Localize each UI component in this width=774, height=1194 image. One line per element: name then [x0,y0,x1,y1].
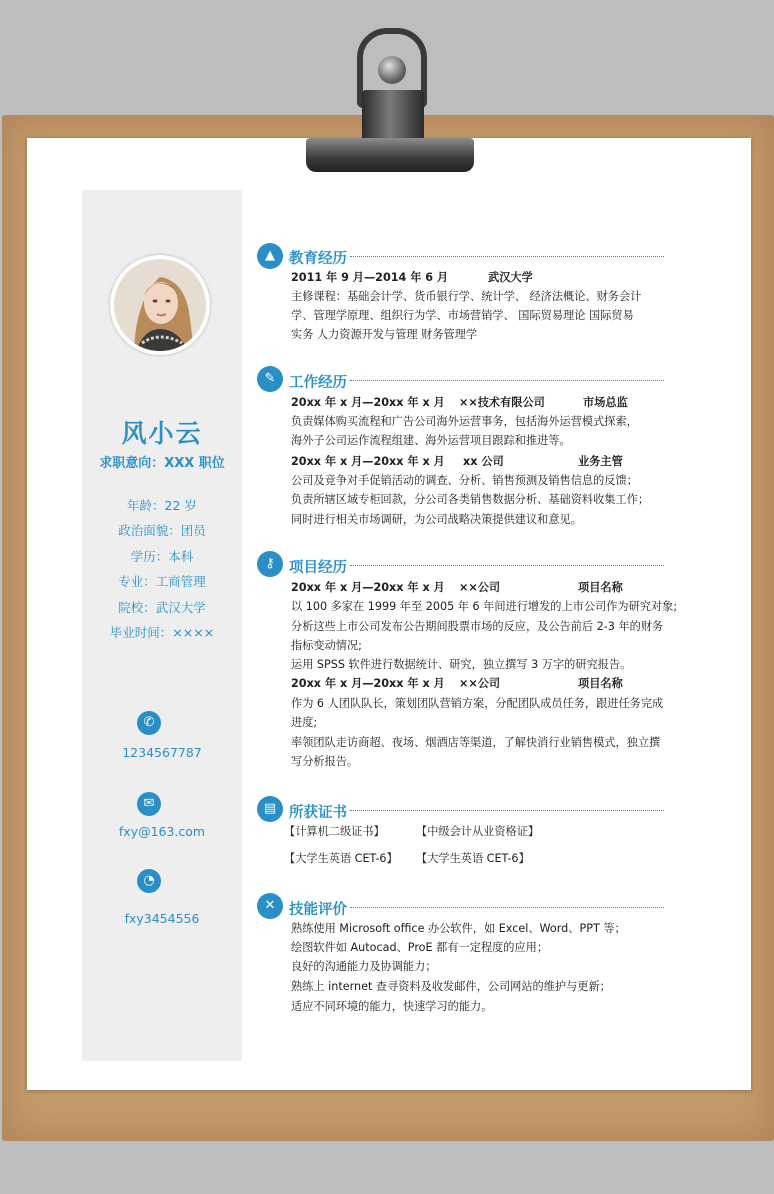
work-period: 20xx 年 x 月—20xx 年 x 月 [291,455,445,468]
clip-base [306,138,474,172]
clip-bolt-icon [378,56,406,84]
project-line: 运用 SPSS 软件进行数据统计、研究，独立撰写 3 万字的研究报告。 [291,658,632,671]
work-company: ××技术有限公司 [459,396,545,409]
work-line: 负责所辖区域专柜回款，分公司各类销售数据分析、基础资料收集工作； [291,493,650,506]
skill-line: 熟练使用 Microsoft office 办公软件，如 Excel、Word、PPT 等； [291,922,626,935]
project-period: 20xx 年 x 月—20xx 年 x 月 [291,677,445,690]
info-degree: 学历：本科 [130,549,194,564]
skill-line: 良好的沟通能力及协调能力； [291,960,437,973]
info-political: 政治面貌：团员 [118,523,206,538]
education-line: 学、管理学原理、组织行为学、市场营销学、 国际贸易理论 国际贸易 [291,309,634,322]
clip-body [362,90,424,142]
section-divider [350,565,664,566]
skill-line: 适应不同环境的能力，快速学习的能力。 [291,1000,493,1013]
phone-number: 1234567787 [122,745,202,760]
section-title-projects: 项目经历 [289,560,347,576]
cert-item: 【中级会计从业资格证】 [416,825,540,838]
project-period: 20xx 年 x 月—20xx 年 x 月 [291,581,445,594]
skill-line: 熟练上 internet 查寻资料及收发邮件，公司网站的维护与更新； [291,980,611,993]
project-line: 分析这些上市公司发布公告期间股票市场的反应，及公告前后 2-3 年的财务 [291,620,664,633]
section-title-skills: 技能评价 [289,902,347,918]
wechat-icon: ◔ [137,869,161,893]
section-divider [350,907,664,908]
avatar-photo [114,259,206,351]
education-period: 2011 年 9 月—2014 年 6 月 [291,271,449,284]
work-line: 负责媒体购买流程和广告公司海外运营事务，包括海外运营模式探索， [291,415,638,428]
education-line: 实务 人力资源开发与管理 财务管理学 [291,328,478,341]
cert-item: 【大学生英语 CET-6】 [416,852,530,865]
phone-icon: ✆ [137,711,161,735]
project-line: 率领团队走访商超、夜场、烟酒店等渠道，了解快消行业销售模式，独立撰 [291,736,661,749]
skill-line: 绘图软件如 Autocad、ProE 都有一定程度的应用； [291,941,549,954]
wechat-id: fxy3454556 [124,911,200,926]
section-divider [350,256,664,257]
project-company: ××公司 [459,581,501,594]
education-school: 武汉大学 [488,271,533,284]
project-line: 作为 6 人团队队长，策划团队营销方案，分配团队成员任务，跟进任务完成 [291,697,664,710]
project-line: 以 100 多家在 1999 年至 2005 年 6 年间进行增发的上市公司作为研究对象; [291,600,678,613]
cert-item: 【大学生英语 CET-6】 [284,852,398,865]
info-graduation: 毕业时间：×××× [109,625,215,640]
mail-icon: ✉ [137,792,161,816]
info-age: 年龄：22 岁 [127,498,197,513]
profile-name: 风小云 [121,419,203,448]
project-role: 项目名称 [578,677,623,690]
work-company: xx 公司 [463,455,504,468]
project-role: 项目名称 [578,581,623,594]
project-line: 进度; [291,716,318,729]
section-title-certs: 所获证书 [289,805,347,821]
info-school: 院校：武汉大学 [118,600,206,615]
cert-item: 【计算机二级证书】 [284,825,385,838]
work-period: 20xx 年 x 月—20xx 年 x 月 [291,396,445,409]
work-line: 公司及竞争对手促销活动的调查、分析、销售预测及销售信息的反馈； [291,474,638,487]
graduation-cap-icon: ▲ [257,243,283,269]
job-intent: 求职意向：XXX 职位 [99,456,225,471]
key-icon: ⚷ [257,551,283,577]
section-title-work: 工作经历 [289,375,347,391]
work-line: 海外子公司运作流程组建、海外运营项目跟踪和推进等。 [291,434,571,447]
section-divider [350,810,664,811]
work-role: 业务主管 [578,455,623,468]
work-role: 市场总监 [583,396,628,409]
tools-icon: ✕ [257,893,283,919]
work-line: 同时进行相关市场调研，为公司战略决策提供建议和意见。 [291,513,582,526]
section-title-education: 教育经历 [289,251,347,267]
project-company: ××公司 [459,677,501,690]
email-address: fxy@163.com [118,824,206,839]
education-line: 主修课程：基础会计学、货币银行学、统计学、 经济法概论、财务会计 [291,290,642,303]
section-divider [350,380,664,381]
info-major: 专业：工商管理 [118,574,206,589]
book-icon: ▤ [257,796,283,822]
pin-icon: ✎ [257,366,283,392]
project-line: 写分析报告。 [291,755,359,768]
project-line: 指标变动情况; [291,639,362,652]
avatar [110,255,210,355]
